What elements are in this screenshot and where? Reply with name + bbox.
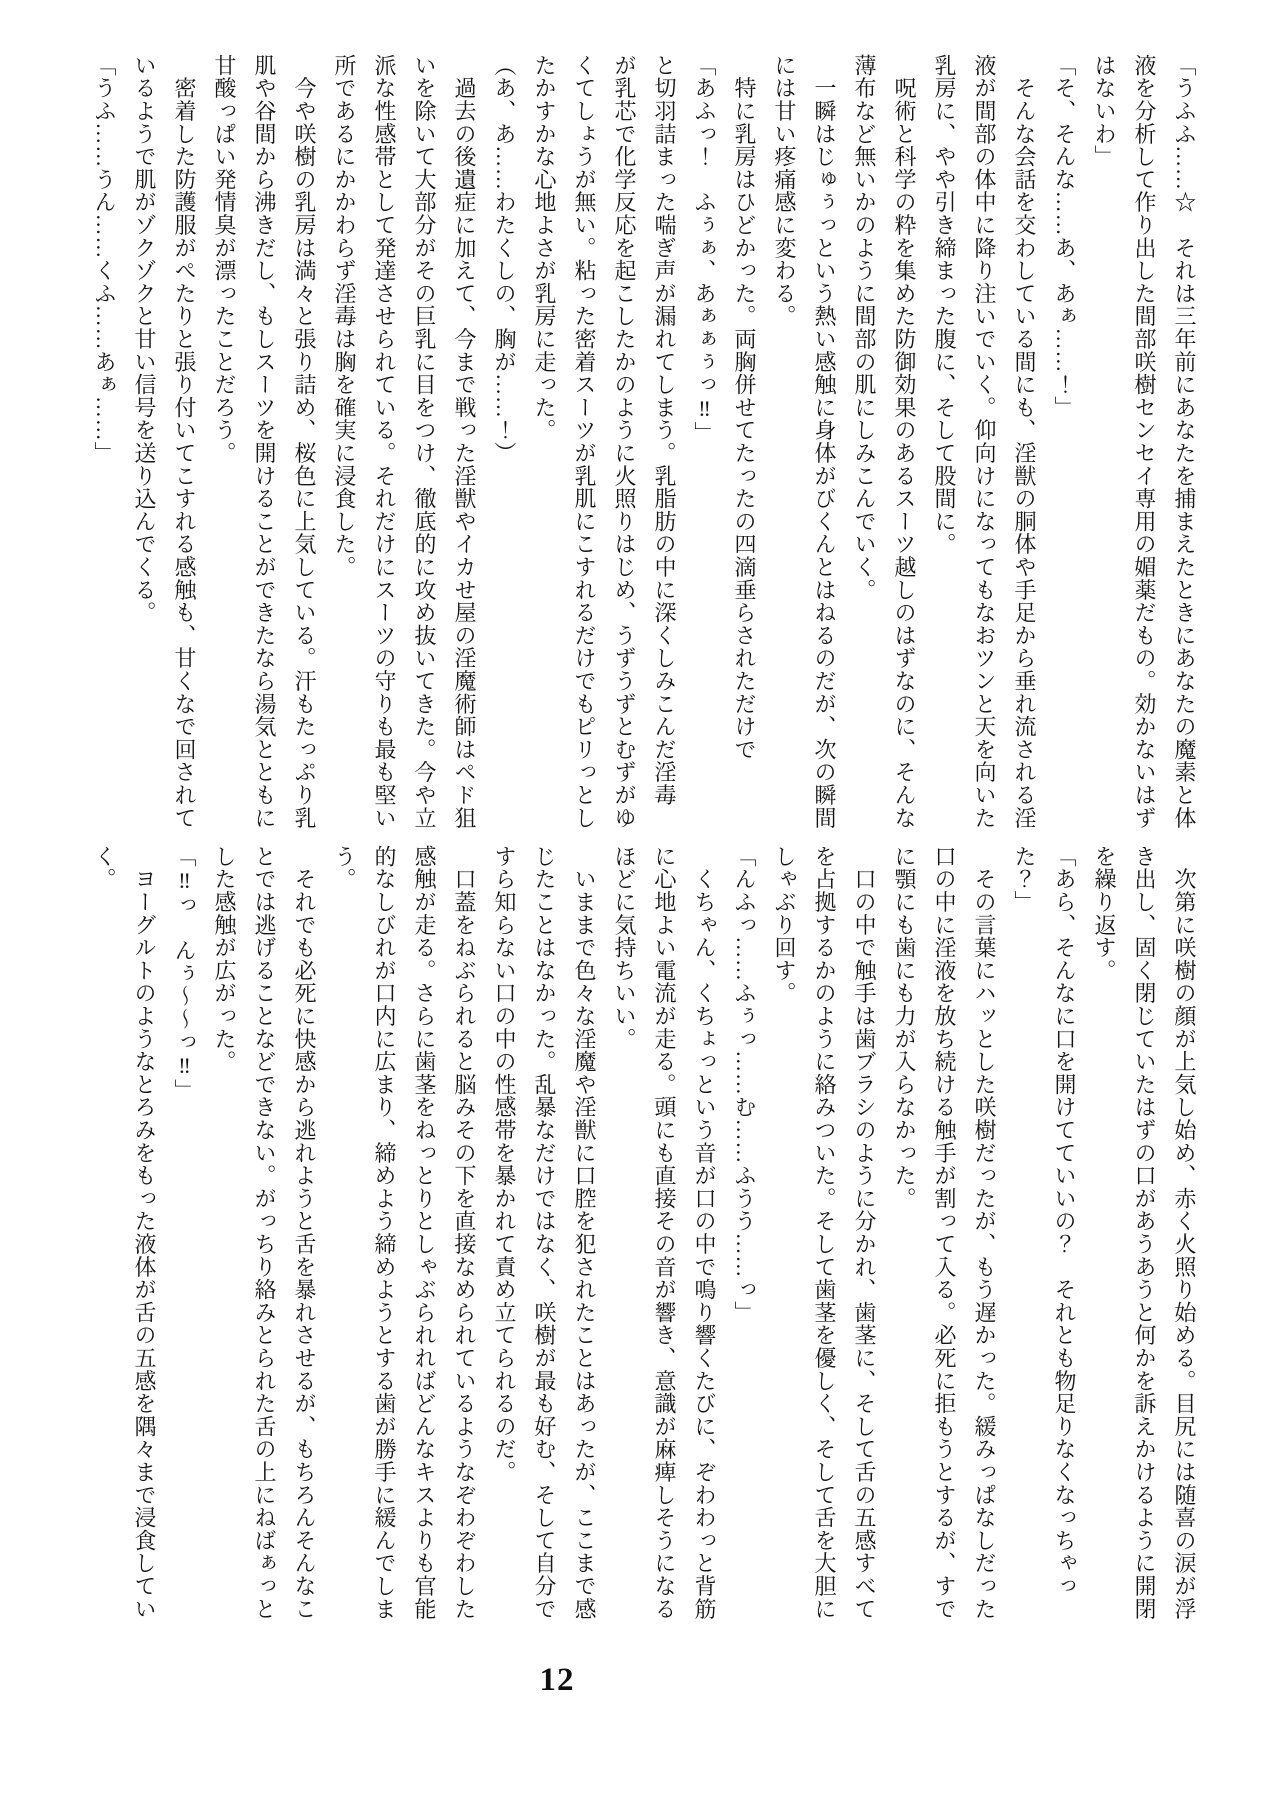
text-line: 所であるにかかわらず淫毒は胸を確実に浸食した。 xyxy=(332,54,357,579)
text-line: した感触が広がった。 xyxy=(212,845,237,1073)
text-line: 的なしびれが口内に広まり、締めよう締めようとする歯が勝手に緩んでしま xyxy=(372,845,397,1621)
text-line: 口の中に淫液を放ち続ける触手が割って入る。必死に拒もうとするが、すで xyxy=(932,845,957,1621)
text-line: 「んふっ……ふぅっ……む……ふうう……っ」 xyxy=(732,845,757,1324)
text-line: 感触が走る。さらに歯茎をねっとりとしゃぶられればどんなキスよりも官能 xyxy=(412,845,437,1621)
text-line: 「あふっ！ ふぅぁ、あぁぁぅっ‼」 xyxy=(692,54,717,445)
text-line: たかすかな心地よさが乳房に走った。 xyxy=(532,54,557,442)
text-line: 密着した防護服がぺたりと張り付いてこすれる感触も、甘くなで回されて xyxy=(172,54,197,830)
text-line: 「うふ……うん……くふ……あぁ……」 xyxy=(92,54,117,465)
text-line: を繰り返す。 xyxy=(1092,845,1117,982)
text-line: ヨーグルトのようなとろみをもった液体が舌の五感を隅々まで浸食してい xyxy=(132,845,157,1621)
text-line: いを除いて大部分がその巨乳に目をつけ、徹底的に攻め抜いてきた。今や立 xyxy=(412,54,437,830)
text-line: いままで色々な淫魔や淫獣に口腔を犯されたことはあったが、ここまで感 xyxy=(572,845,597,1621)
text-line: 特に乳房はひどかった。両胸併せてたったの四滴垂らされただけで xyxy=(732,54,757,761)
text-line: はないわ」 xyxy=(1092,54,1117,168)
text-line: 液を分析して作り出した間部咲樹センセイ専用の媚薬だもの。効かないはず xyxy=(1132,54,1157,830)
text-line: 次第に咲樹の顔が上気し始め、赤く火照り始める。目尻には随喜の涙が浮 xyxy=(1172,845,1197,1621)
page-number: 12 xyxy=(539,1662,575,1698)
text-line: 液が間部の体中に降り注いでいく。仰向けになってもなおツンと天を向いた xyxy=(972,54,997,830)
text-line: に心地よい電流が走る。頭にも直接その音が響き、意識が麻痺しそうになる xyxy=(652,845,677,1621)
text-line: くちゃん、くちょっという音が口の中で鳴り響くたびに、ぞわわっと背筋 xyxy=(692,845,717,1621)
text-line: 「うふふ……☆ それは三年前にあなたを捕まえたときにあなたの魔素と体 xyxy=(1172,54,1197,830)
text-line: を占拠するかのように絡みついた。そして歯茎を優しく、そして舌を大胆に xyxy=(812,845,837,1621)
text-line: 「‼っ んぅ～～っ‼」 xyxy=(172,845,197,1102)
text-line: 一瞬はじゅぅっという熱い感触に身体がびくんとはねるのだが、次の瞬間 xyxy=(812,54,837,830)
text-line: そんな会話を交わしている間にも、淫獣の胴体や手足から垂れ流される淫 xyxy=(1012,54,1037,830)
text-line: いるようで肌がゾクゾクと甘い信号を送り込んでくる。 xyxy=(132,54,157,624)
text-line: 口の中で触手は歯ブラシのように分かれ、歯茎に、そして舌の五感すべて xyxy=(852,845,877,1621)
text-line: と切羽詰まった喘ぎ声が漏れてしまう。乳脂肪の中に深くしみこんだ淫毒 xyxy=(652,54,677,807)
text-line: くてしょうが無い。粘った密着スーツが乳肌にこすれるだけでもピリっとし xyxy=(572,54,597,830)
text-line: すら知らない口の中の性感帯を暴かれて責め立てられるのだ。 xyxy=(492,845,517,1484)
text-line: う。 xyxy=(332,845,357,891)
text-line: き出し、固く閉じていたはずの口があうあうと何かを訴えかけるように開閉 xyxy=(1132,845,1157,1621)
text-line: には甘い疼痛感に変わる。 xyxy=(772,54,797,328)
text-line: しゃぶり回す。 xyxy=(772,845,797,1005)
text-line: 派な性感帯として発達させられている。それだけにスーツの守りも最も堅い xyxy=(372,54,397,830)
text-line: （あ、あ……わたくしの、胸が……！） xyxy=(492,54,517,465)
text-line: ほどに気持ちいい。 xyxy=(612,845,637,1051)
text-line: 呪術と科学の粋を集めた防御効果のあるスーツ越しのはずなのに、そんな xyxy=(892,54,917,830)
text-line: じたことはなかった。乱暴なだけではなく、咲樹が最も好む、そして自分で xyxy=(532,845,557,1621)
text-line: 「そ、そんな……あ、あぁ……！」 xyxy=(1052,54,1077,419)
text-block-top xyxy=(84,54,1204,832)
text-line: 今や咲樹の乳房は満々と張り詰め、桜色に上気している。汗もたっぷり乳 xyxy=(292,54,317,830)
text-line: た？」 xyxy=(1012,845,1037,914)
text-block-bottom xyxy=(84,845,1204,1623)
text-line: 甘酸っぱい発情臭が漂ったことだろう。 xyxy=(212,54,237,465)
text-line: 乳房に、やや引き締まった腹に、そして股間に。 xyxy=(932,54,957,556)
text-line: 肌や谷間から沸きだし、もしスーツを開けることができたなら湯気とともに xyxy=(252,54,277,830)
text-line: その言葉にハッとした咲樹だったが、もう遅かった。緩みっぱなしだった xyxy=(972,845,997,1621)
text-line: に顎にも歯にも力が入らなかった。 xyxy=(892,845,917,1210)
text-line: 「あら、そんなに口を開けてていいの？ それとも物足りなくなっちゃっ xyxy=(1052,845,1077,1598)
text-line: 薄布など無いかのように間部の肌にしみこんでいく。 xyxy=(852,54,877,602)
text-line: とでは逃げることなどできない。がっちり絡みとられた舌の上にねばぁっと xyxy=(252,845,277,1621)
text-line: 過去の後遺症に加えて、今まで戦った淫獣やイカせ屋の淫魔術師はペド狙 xyxy=(452,54,477,830)
text-line: それでも必死に快感から逃れようと舌を暴れさせるが、もちろんそんなこ xyxy=(292,845,317,1621)
text-line: が乳芯で化学反応を起こしたかのように火照りはじめ、うずうずとむずがゆ xyxy=(612,54,637,830)
text-line: 口蓋をねぶられると脳みその下を直接なめられているようなぞわぞわした xyxy=(452,845,477,1621)
text-line: く。 xyxy=(92,845,117,891)
